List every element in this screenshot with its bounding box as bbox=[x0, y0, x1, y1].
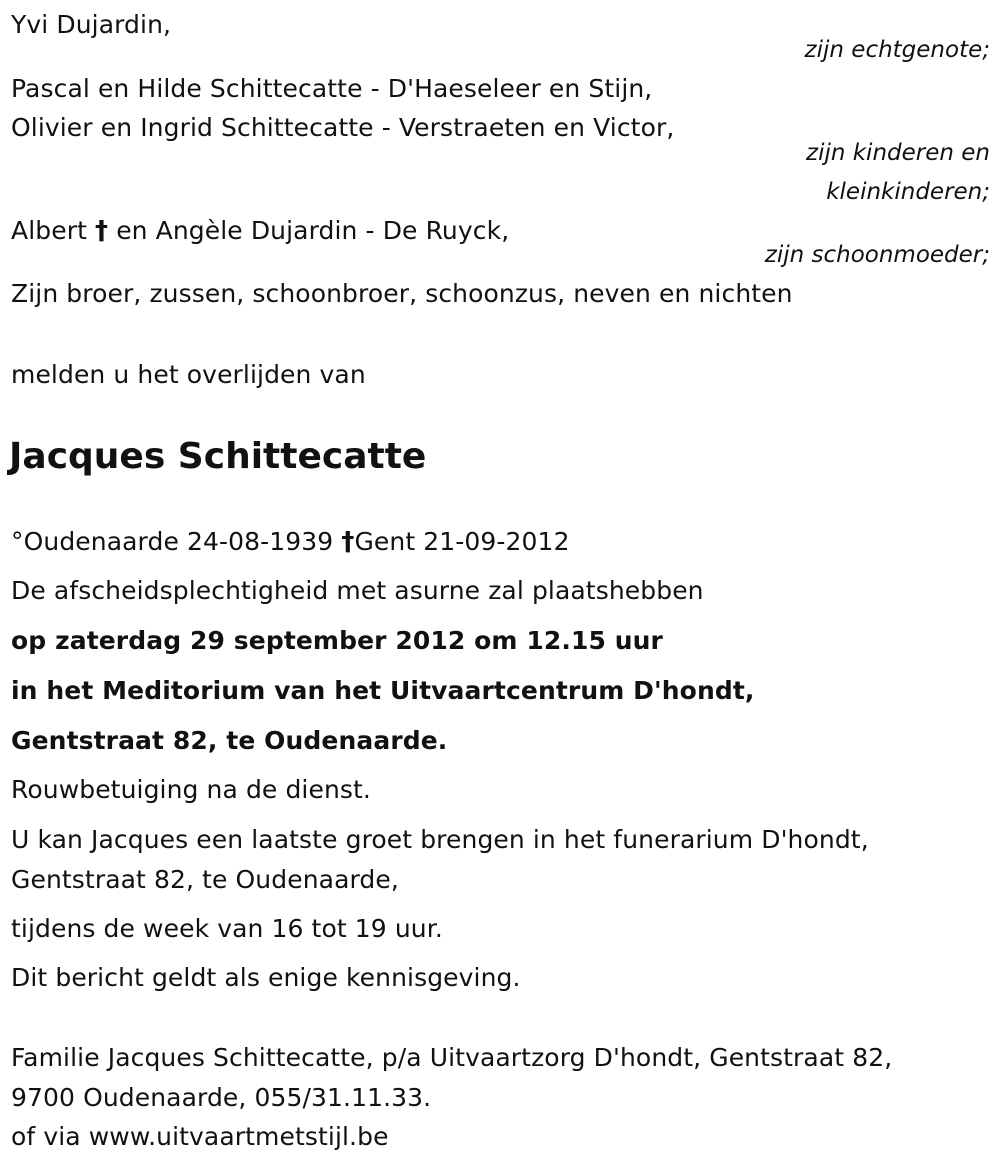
contact-line-3: of via www.uitvaartmetstijl.be bbox=[11, 1122, 389, 1151]
visit-line-1: U kan Jacques een laatste groet brengen in het funerarium D'hondt, bbox=[11, 825, 869, 854]
ceremony-when: op zaterdag 29 september 2012 om 12.15 uur bbox=[11, 626, 663, 655]
child-family-2: Olivier en Ingrid Schittecatte - Verstraeten en Victor, bbox=[11, 113, 675, 142]
dates-line bbox=[11, 527, 570, 557]
inlaw-name-b: en Angèle Dujardin - De Ruyck, bbox=[116, 216, 510, 245]
ceremony-where-2: Gentstraat 82, te Oudenaarde. bbox=[11, 726, 448, 755]
visit-hours: tijdens de week van 16 tot 19 uur. bbox=[11, 914, 443, 943]
children-role-line-2: kleinkinderen; bbox=[826, 179, 990, 205]
contact-line-1: Familie Jacques Schittecatte, p/a Uitvaartzorg D'hondt, Gentstraat 82, bbox=[11, 1043, 893, 1072]
cross-icon: † bbox=[341, 527, 355, 557]
inlaw-line bbox=[11, 216, 509, 246]
notice-line: Dit bericht geldt als enige kennisgeving. bbox=[11, 963, 521, 992]
deceased-name: Jacques Schittecatte bbox=[9, 436, 427, 477]
child-family-1: Pascal en Hilde Schittecatte - D'Haeseleer en Stijn, bbox=[11, 74, 653, 103]
inlaw-role: zijn schoonmoeder; bbox=[764, 242, 990, 268]
birth-date: °Oudenaarde 24-08-1939 bbox=[11, 527, 334, 556]
death-date: Gent 21-09-2012 bbox=[354, 527, 570, 556]
contact-line-2: 9700 Oudenaarde, 055/31.11.33. bbox=[11, 1083, 432, 1112]
inlaw-name-a: Albert bbox=[11, 216, 87, 245]
announcement-intro: melden u het overlijden van bbox=[11, 360, 366, 389]
spouse-name: Yvi Dujardin, bbox=[11, 10, 172, 39]
visit-line-2: Gentstraat 82, te Oudenaarde, bbox=[11, 865, 399, 894]
children-role-line-1: zijn kinderen en bbox=[806, 140, 990, 166]
ceremony-intro: De afscheidsplechtigheid met asurne zal plaatshebben bbox=[11, 576, 704, 605]
siblings-line: Zijn broer, zussen, schoonbroer, schoonzus, neven en nichten bbox=[11, 279, 793, 308]
condolences-line: Rouwbetuiging na de dienst. bbox=[11, 775, 371, 804]
cross-icon: † bbox=[95, 216, 109, 246]
ceremony-where-1: in het Meditorium van het Uitvaartcentrum D'hondt, bbox=[11, 676, 755, 705]
spouse-role: zijn echtgenote; bbox=[804, 37, 990, 63]
